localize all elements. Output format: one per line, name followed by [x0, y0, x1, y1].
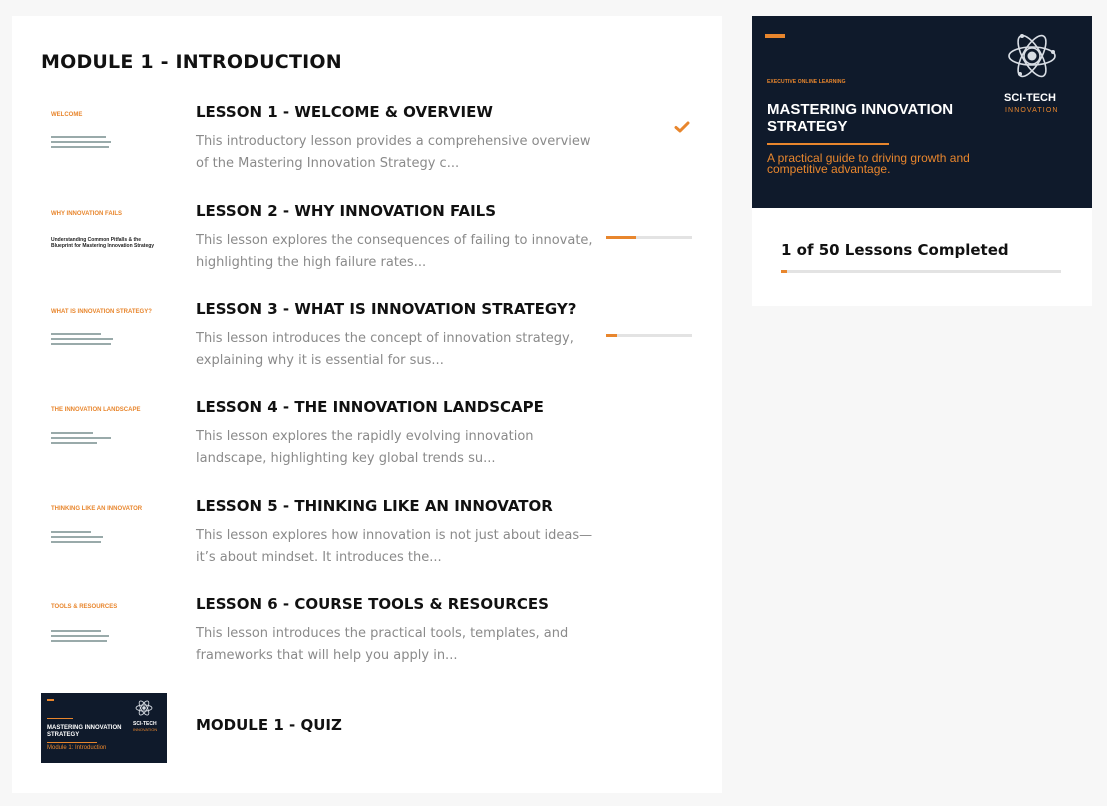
- module-card: [12, 16, 722, 793]
- lesson-title[interactable]: LESSON 6 - COURSE TOOLS & RESOURCES: [196, 595, 549, 613]
- quiz-thumbnail-subtitle: Module 1: Introduction: [47, 745, 107, 751]
- thumbnail-accent-line: [47, 742, 97, 743]
- atom-icon: [1006, 30, 1058, 82]
- lesson-item-1[interactable]: [12, 101, 722, 191]
- atom-icon: [135, 699, 153, 717]
- module-quiz-item[interactable]: [12, 693, 722, 763]
- thumbnail-accent-line: [47, 718, 73, 719]
- lesson-description: This lesson explores the rapidly evolving innovation landscape, highlighting key global trends su...: [196, 429, 534, 466]
- check-icon: [674, 119, 690, 135]
- quiz-thumbnail: [41, 693, 167, 763]
- thumbnail-bullets: [51, 432, 111, 447]
- lesson-progress-fill: [606, 236, 636, 239]
- lesson-progress-fill: [606, 334, 617, 337]
- lesson-title[interactable]: LESSON 3 - WHAT IS INNOVATION STRATEGY?: [196, 300, 577, 318]
- thumbnail-title: WHAT IS INNOVATION STRATEGY?: [51, 309, 152, 315]
- course-subtitle: A practical guide to driving growth and competitive advantage.: [767, 151, 970, 176]
- quiz-thumbnail-brand-sub: INNOVATION: [133, 727, 158, 732]
- lesson-description: This lesson explores how innovation is not just about ideas—it’s about mindset. It introduces the...: [196, 528, 593, 565]
- thumbnail-bullets: [51, 333, 113, 348]
- brand-name: SCI-TECH: [1004, 92, 1056, 104]
- lesson-title[interactable]: LESSON 4 - THE INNOVATION LANDSCAPE: [196, 398, 544, 416]
- thumbnail-title: WELCOME: [51, 112, 83, 118]
- lesson-thumbnail: [41, 593, 167, 663]
- course-progress-bar: [781, 270, 1061, 273]
- lesson-item-6[interactable]: [12, 593, 722, 683]
- brand-subname: INNOVATION: [1005, 107, 1059, 114]
- lesson-description: This lesson explores the consequences of failing to innovate, highlighting the high failure rates...: [196, 233, 593, 270]
- lessons-completed-text: 1 of 50 Lessons Completed: [781, 241, 1009, 259]
- lesson-thumbnail: [41, 298, 167, 368]
- lesson-description: This lesson introduces the practical tools, templates, and frameworks that will help you apply in...: [196, 626, 569, 663]
- quiz-thumbnail-brand: SCI-TECH: [133, 721, 157, 727]
- lesson-item-2[interactable]: [12, 200, 722, 290]
- lesson-item-4[interactable]: [12, 396, 722, 486]
- module-title: MODULE 1 - INTRODUCTION: [41, 51, 342, 73]
- banner-kicker: EXECUTIVE ONLINE LEARNING: [767, 79, 846, 85]
- quiz-thumbnail-title: MASTERING INNOVATION STRATEGY: [47, 725, 122, 738]
- thumbnail-title: THE INNOVATION LANDSCAPE: [51, 407, 141, 413]
- thumbnail-subtitle: Understanding Common Pitfalls & the Blueprint for Mastering Innovation Strategy: [51, 237, 155, 249]
- thumbnail-title: WHY INNOVATION FAILS: [51, 211, 123, 217]
- lesson-progress-bar: [606, 334, 692, 337]
- lesson-description: This lesson introduces the concept of innovation strategy, explaining why it is essential for sus...: [196, 331, 574, 368]
- banner-accent-dash: [765, 34, 785, 38]
- thumbnail-bullets: [51, 136, 111, 151]
- thumbnail-bullets: [51, 630, 109, 645]
- lesson-title[interactable]: LESSON 2 - WHY INNOVATION FAILS: [196, 202, 497, 220]
- lesson-item-3[interactable]: [12, 298, 722, 388]
- course-progress-card: [752, 16, 1092, 306]
- thumbnail-bullets: [51, 531, 103, 546]
- course-banner[interactable]: [752, 16, 1092, 208]
- thumbnail-title: THINKING LIKE AN INNOVATOR: [51, 506, 143, 512]
- thumbnail-title: TOOLS & RESOURCES: [51, 604, 118, 610]
- lesson-title[interactable]: LESSON 5 - THINKING LIKE AN INNOVATOR: [196, 497, 553, 515]
- lesson-thumbnail: [41, 101, 167, 171]
- lesson-thumbnail: [41, 495, 167, 565]
- banner-accent-line: [767, 143, 889, 145]
- quiz-title[interactable]: MODULE 1 - QUIZ: [196, 716, 342, 734]
- lesson-title[interactable]: LESSON 1 - WELCOME & OVERVIEW: [196, 103, 493, 121]
- lesson-thumbnail: [41, 200, 167, 270]
- lesson-description: This introductory lesson provides a comprehensive overview of the Mastering Innovation Strategy c...: [196, 134, 591, 171]
- course-progress-fill: [781, 270, 787, 273]
- course-title: MASTERING INNOVATION STRATEGY: [767, 101, 954, 135]
- lesson-item-5[interactable]: [12, 495, 722, 585]
- lesson-progress-bar: [606, 236, 692, 239]
- thumbnail-accent-dash: [47, 699, 54, 701]
- lesson-thumbnail: [41, 396, 167, 466]
